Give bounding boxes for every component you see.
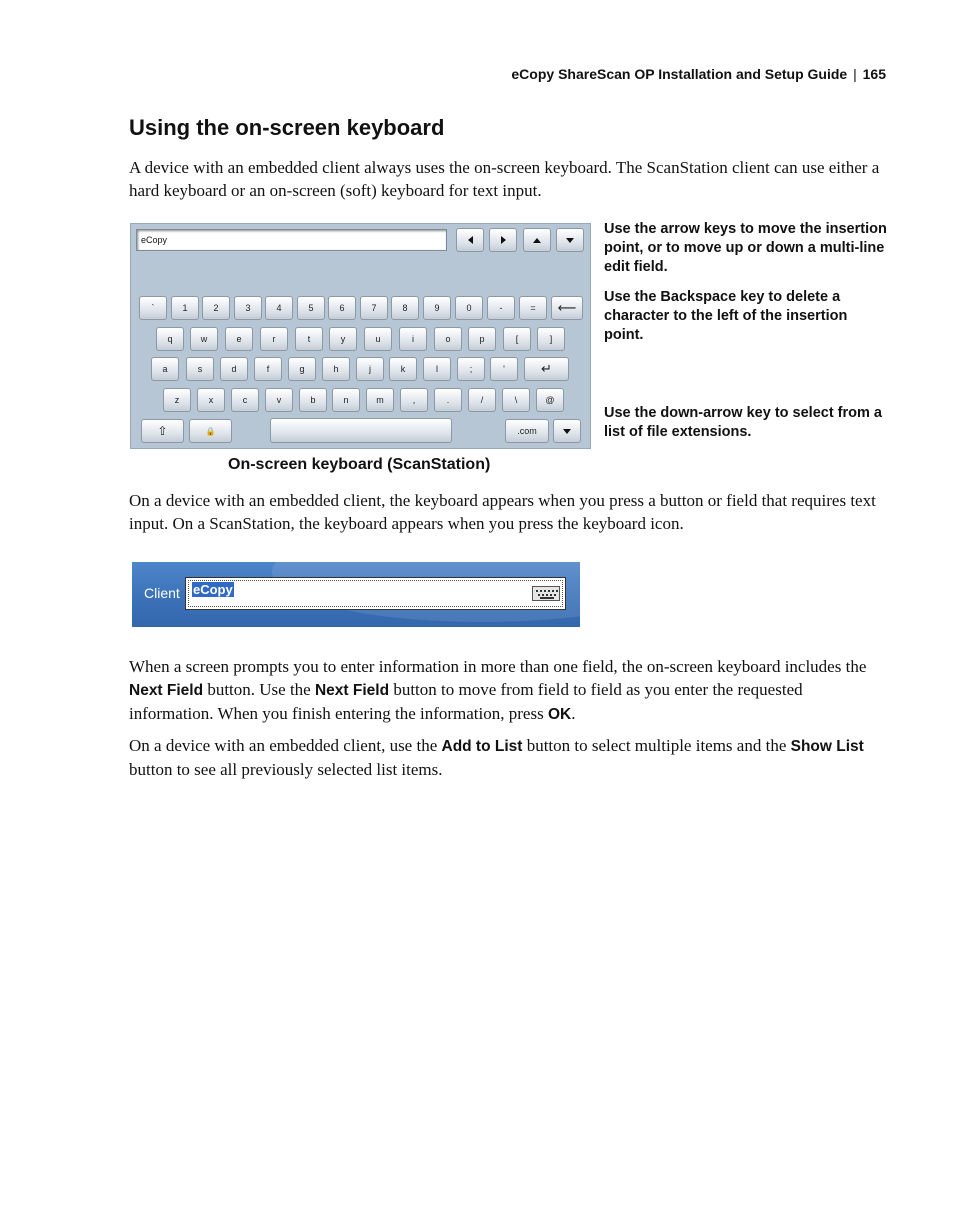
key[interactable]: e xyxy=(225,327,253,351)
client-field-figure xyxy=(132,562,580,627)
text-run: button to move from field to field as you enter the requested information. When you finish entering the information, press xyxy=(129,680,803,723)
next-field-term: Next Field xyxy=(314,682,390,699)
key[interactable]: 5 xyxy=(297,296,325,320)
key[interactable]: p xyxy=(468,327,496,351)
key[interactable]: 7 xyxy=(360,296,388,320)
annotation-down-arrow-key: Use the down-arrow key to select from a list of file extensions. xyxy=(604,405,882,440)
arrow-down-icon xyxy=(563,429,571,434)
focus-outline xyxy=(188,580,563,607)
shift-key[interactable] xyxy=(141,419,184,443)
key[interactable]: ' xyxy=(490,357,518,381)
extension-dropdown-key[interactable] xyxy=(553,419,581,443)
key[interactable]: 2 xyxy=(202,296,230,320)
key[interactable]: 6 xyxy=(328,296,356,320)
key[interactable]: 9 xyxy=(423,296,451,320)
key[interactable]: a xyxy=(151,357,179,381)
next-field-term: Next Field xyxy=(129,682,204,699)
key[interactable]: c xyxy=(231,388,259,412)
enter-key[interactable]: ↵ xyxy=(524,357,569,381)
key[interactable]: f xyxy=(254,357,282,381)
key[interactable]: 8 xyxy=(391,296,419,320)
key[interactable]: ; xyxy=(457,357,485,381)
add-to-list-paragraph xyxy=(129,734,889,781)
dotcom-key[interactable]: .com xyxy=(505,419,549,443)
page-number: 165 xyxy=(862,66,886,82)
key[interactable]: k xyxy=(389,357,417,381)
key[interactable]: 4 xyxy=(265,296,293,320)
text-run: On a device with an embedded client, use the xyxy=(129,736,442,755)
key[interactable]: @ xyxy=(536,388,564,412)
key[interactable]: h xyxy=(322,357,350,381)
keyboard-text-field[interactable]: eCopy xyxy=(136,229,447,251)
lock-icon: 🔒 xyxy=(205,426,216,436)
key[interactable]: w xyxy=(190,327,218,351)
shift-icon: ⇧ xyxy=(157,424,168,438)
key[interactable]: l xyxy=(423,357,451,381)
key[interactable]: z xyxy=(163,388,191,412)
add-to-list-term: Add to List xyxy=(441,738,523,755)
text-run: . xyxy=(571,704,576,723)
client-input[interactable] xyxy=(185,577,566,610)
keyboard-icon[interactable] xyxy=(532,586,560,601)
arrow-up-key[interactable] xyxy=(523,228,551,252)
key[interactable]: ] xyxy=(537,327,565,351)
keyboard-appearance-paragraph: On a device with an embedded client, the keyboard appears when you press a button or field that requires text input. On a ScanStation, the keyboard appears when you press the keyboard icon. xyxy=(129,491,876,533)
arrow-up-icon xyxy=(533,238,541,243)
onscreen-keyboard-figure xyxy=(130,223,591,449)
running-header xyxy=(430,66,886,82)
key[interactable]: i xyxy=(399,327,427,351)
key[interactable]: 3 xyxy=(234,296,262,320)
arrow-down-icon xyxy=(566,238,574,243)
key[interactable]: \ xyxy=(502,388,530,412)
intro-paragraph: A device with an embedded client always uses the on-screen keyboard. The ScanStation client can use either a hard keyboard or an on-screen (soft) keyboard for text input. xyxy=(129,158,880,200)
figure-caption: On-screen keyboard (ScanStation) xyxy=(228,456,491,473)
key[interactable]: y xyxy=(329,327,357,351)
key[interactable]: t xyxy=(295,327,323,351)
key[interactable]: j xyxy=(356,357,384,381)
arrow-left-key[interactable] xyxy=(456,228,484,252)
arrow-left-icon xyxy=(468,236,473,244)
guide-title: eCopy ShareScan OP Installation and Setup Guide xyxy=(511,66,848,82)
section-heading: Using the on-screen keyboard xyxy=(129,115,445,140)
text-run: When a screen prompts you to enter information in more than one field, the on-screen keyboard includes the xyxy=(129,657,867,676)
key[interactable]: x xyxy=(197,388,225,412)
key[interactable]: = xyxy=(519,296,547,320)
key[interactable]: b xyxy=(299,388,327,412)
text-run: button. Use the xyxy=(203,680,315,699)
key[interactable]: v xyxy=(265,388,293,412)
caps-lock-key[interactable] xyxy=(189,419,232,443)
key[interactable]: o xyxy=(434,327,462,351)
key[interactable]: 0 xyxy=(455,296,483,320)
key[interactable]: , xyxy=(400,388,428,412)
text-run: button to see all previously selected list items. xyxy=(129,760,443,779)
arrow-down-key[interactable] xyxy=(556,228,584,252)
client-input-value: eCopy xyxy=(193,582,233,597)
annotation-backspace-key: Use the Backspace key to delete a character to the left of the insertion point. xyxy=(604,289,848,343)
arrow-right-icon xyxy=(501,236,506,244)
text-run: button to select multiple items and the xyxy=(522,736,791,755)
spacebar-key[interactable] xyxy=(270,418,452,443)
key[interactable]: / xyxy=(468,388,496,412)
key[interactable]: r xyxy=(260,327,288,351)
show-list-term: Show List xyxy=(790,738,864,755)
key[interactable]: u xyxy=(364,327,392,351)
key[interactable]: 1 xyxy=(171,296,199,320)
client-label: Client xyxy=(144,585,180,601)
next-field-paragraph xyxy=(129,655,889,726)
key[interactable]: - xyxy=(487,296,515,320)
key[interactable]: g xyxy=(288,357,316,381)
key[interactable]: ` xyxy=(139,296,167,320)
annotation-arrow-keys: Use the arrow keys to move the insertion point, or to move up or down a multi-line edit field. xyxy=(604,221,887,275)
key[interactable]: s xyxy=(186,357,214,381)
key[interactable]: . xyxy=(434,388,462,412)
arrow-right-key[interactable] xyxy=(489,228,517,252)
ok-term: OK xyxy=(547,706,572,723)
key[interactable]: m xyxy=(366,388,394,412)
key[interactable]: q xyxy=(156,327,184,351)
header-separator: | xyxy=(853,66,857,82)
backspace-key[interactable]: ⟵ xyxy=(551,296,583,320)
key[interactable]: [ xyxy=(503,327,531,351)
key[interactable]: d xyxy=(220,357,248,381)
key[interactable]: n xyxy=(332,388,360,412)
